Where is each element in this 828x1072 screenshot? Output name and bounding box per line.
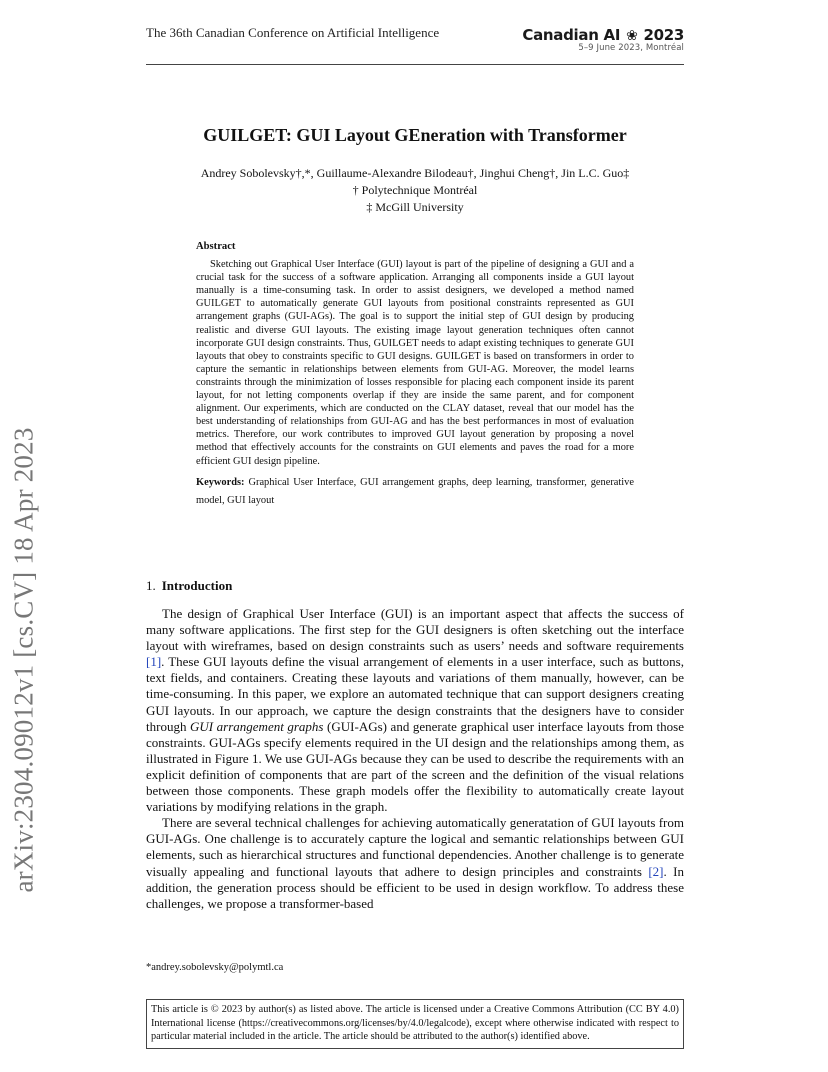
abstract [196,240,634,510]
arxiv-stamp-text: arXiv:2304.09012v1 [cs.CV] 18 Apr 2023 [8,427,39,893]
maple-leaf-icon: ❀ [626,28,638,44]
affiliation-mcgill: ‡ McGill University [366,200,464,214]
abstract-heading: Abstract [196,241,236,252]
citation-link[interactable]: [1] [146,654,162,670]
paragraph-text: (GUI-AGs) and generate graphical user interface layouts from those constraints. GUI-AGs specify elements required in the UI design and the relationships among them, as illustrated in Figure 1. We use GUI-AGs because they can be used to describe the requirements with an explicit definition of components that are part of the screen and the definition of the visual relations between those components. These graph models offer the flexibility to automatically create layout variations by modifying relations in the graph. [146,718,684,815]
section-title: Introduction [161,578,233,593]
abstract-text: Sketching out Graphical User Interface (GUI) layout is part of the pipeline of designing a GUI and a crucial task for the success of a software application. Arranging all components inside a GUI layout manually is a time-consuming task. In order to assist designers, we developed a method named GUILGET to automatically generate GUI layouts from positional constraints represented as GUI arrangement graphs (GUI-AGs). The goal is to support the initial step of GUI design by producing realistic and diverse GUI layouts. The existing image layout generation techniques often cannot incorporate GUI design constraints. Thus, GUILGET needs to adapt existing techniques to generate GUI layouts that obey to constraints specific to GUI designs. GUILGET is based on transformers in order to capture the semantic in relationships between elements from GUI-AG. Moreover, the model learns constraints through the minimization of losses responsible for placing each component inside its parent layout, for not letting components overlap if they are inside the same parent, and for component alignment. Our experiments, which are conducted on the CLAY dataset, reveal that our model has the best understanding of relationships from GUI-AG and has the best performances in most of evaluation metrics. Therefore, our work contributes to improved GUI layout generation by proposing a novel method that effectively accounts for the constraints on GUI elements and paves the road for a more efficient GUI design pipeline. [196,259,634,467]
emphasis-term: GUI arrangement graphs [190,718,324,734]
intro-paragraph-1 [146,606,684,815]
brand-main [522,26,684,44]
paragraph-text: . In addition, the generation process should be efficient to be used in design workflow. To address these challenges, we propose a transformer-based [146,863,684,911]
author-block [146,165,684,216]
brand-name: Canadian AI [522,26,621,44]
conference-brand [522,26,684,53]
affiliation-polytechnique: † Polytechnique Montréal [352,183,478,197]
section-number: 1. [146,578,156,593]
keywords-text: Graphical User Interface, GUI arrangement graphs, deep learning, transformer, generative model, GUI layout [196,476,634,506]
conference-title: The 36th Canadian Conference on Artificial Intelligence [146,25,440,40]
section-heading [146,578,232,594]
keywords [196,474,634,510]
citation-link[interactable]: [2] [648,863,664,879]
footnote-email: *andrey.sobolevsky@polymtl.ca [146,962,284,973]
paragraph-text: There are several technical challenges for achieving automatically generatation of GUI layouts from GUI-AGs. One challenge is to accurately capture the logical and semantic relationships between GUI elements, such as hierarchical structures and functional dependencies. Another challenge is to generate visually appealing and functional layouts that adhere to design principles and constraints [146,815,684,879]
introduction-body [146,606,684,912]
license-notice: This article is © 2023 by author(s) as listed above. The article is licensed under a Creative Commons Attribution (CC BY 4.0) International license (https://creativecommons.org/licenses/by/4.0/legalcode), except where otherwise indicated with respect to particular material included in the article. The article should be attributed to the author(s) identified above. [146,999,684,1049]
paragraph-text: . These GUI layouts define the visual arrangement of elements in a user interface, such as buttons, text fields, and containers. Creating these layouts and variations of them manually, however, can be time-consuming. In this paper, we explore an automated technique that can support designers creating GUI layouts. In our approach, we capture the design constraints that the designers have to consider through [146,654,684,734]
intro-paragraph-2 [146,815,684,912]
paper-title: GUILGET: GUI Layout GEneration with Transformer [203,125,627,145]
header-rule [146,64,684,65]
brand-dates: 5–9 June 2023, Montréal [578,43,684,53]
brand-year: 2023 [643,26,684,44]
author-list: Andrey Sobolevsky†,*, Guillaume-Alexandre Bilodeau†, Jinghui Cheng†, Jin L.C. Guo‡ [200,166,630,180]
paragraph-text: The design of Graphical User Interface (GUI) is an important aspect that affects the success of many software applications. The first step for the GUI designers is often sketching out the interface layout with wireframes, based on design constraints such as users’ needs and software requirements [146,606,684,654]
keywords-label: Keywords: [196,476,245,488]
